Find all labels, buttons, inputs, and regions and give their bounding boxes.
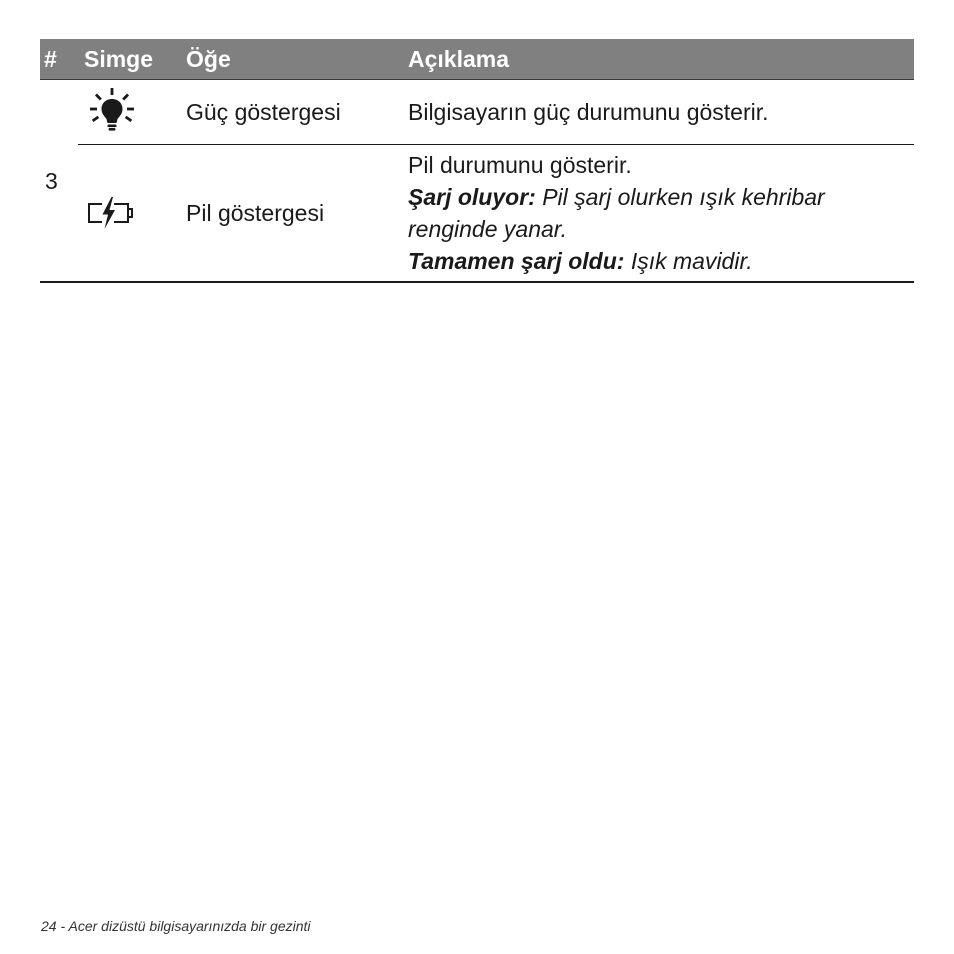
item-description [408,145,914,283]
charged-text: Işık mavidir. [624,248,753,274]
charged-note [408,245,914,277]
battery-charging-icon [86,187,138,239]
icon-cell [78,145,186,283]
table-header-row [40,39,914,80]
table-row-power-indicator [40,80,914,145]
header-item: Öğe [186,39,408,80]
indicator-table [40,39,914,283]
charging-text: Pil şarj olurken ışık kehribar renginde yanar. [408,184,825,242]
charging-label: Şarj oluyor: [408,184,536,210]
item-description: Bilgisayarın güç durumunu gösterir. [408,80,914,145]
table-row-battery-indicator [40,145,914,283]
charging-note [408,181,914,245]
item-name: Pil göstergesi [186,145,408,283]
charged-label: Tamamen şarj oldu: [408,248,625,274]
description-intro: Pil durumunu gösterir. [408,152,632,178]
light-bulb-icon [86,86,138,138]
header-description: Açıklama [408,39,914,80]
header-icon: Simge [78,39,186,80]
header-number: # [40,39,78,80]
icon-cell [78,80,186,145]
item-name: Güç göstergesi [186,80,408,145]
page-footer: 24 - Acer dizüstü bilgisayarınızda bir gezinti [41,918,311,934]
row-number: 3 [40,80,78,283]
